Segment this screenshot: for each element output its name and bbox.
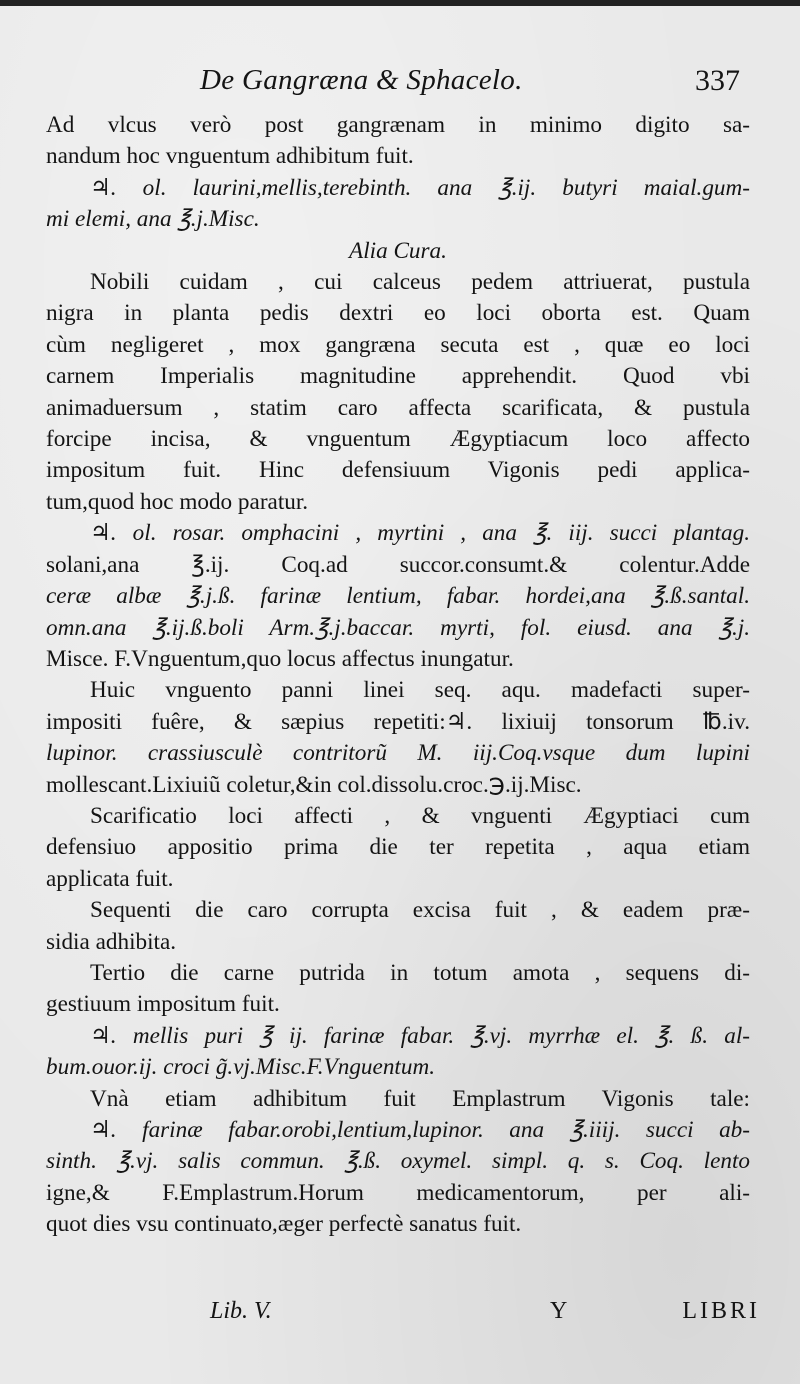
text-line: quot dies vsu continuato,æger perfectè sanatus fuit. bbox=[46, 1211, 522, 1238]
text-line: forcipe incisa, & vnguentum Ægyptiacum loco affecto bbox=[46, 426, 750, 453]
text-line: nandum hoc vnguentum adhibitum fuit. bbox=[46, 143, 414, 170]
catchword: LIBRI bbox=[682, 1298, 760, 1324]
text-line: cùm negligeret , mox gangræna secuta est , quæ eo loci bbox=[46, 331, 750, 358]
text-line: ceræ albæ ℥.j.ß. farinæ lentium, fabar. hordei,ana ℥.ß.santal. bbox=[46, 583, 750, 610]
text-line: ♃. mellis puri ℥ ij. farinæ fabar. ℥.vj. myrrhæ el. ℥. ß. al- bbox=[90, 1022, 750, 1049]
text-line: sidia adhibita. bbox=[46, 928, 177, 955]
text-line: gestiuum impositum fuit. bbox=[46, 991, 280, 1018]
text-line: defensiuo appositio prima die ter repetita , aqua etiam bbox=[46, 834, 750, 861]
text-line: ♃. farinæ fabar.orobi,lentium,lupinor. ana ℥.iiij. succi ab- bbox=[90, 1117, 750, 1143]
text-line: lupinor. crassiusculè contritorũ M. iij.Coq.vsque dum lupini bbox=[46, 740, 750, 767]
text-line: bum.ouor.ij. croci g̃.vj.Misc.F.Vnguentum. bbox=[46, 1054, 435, 1081]
text-line: Nobili cuidam , cui calceus pedem attriuerat, pustula bbox=[90, 269, 750, 296]
text-line: Misce. F.Vnguentum,quo locus affectus inungatur. bbox=[46, 645, 514, 672]
running-title: De Gangræna & Sphacelo. bbox=[200, 64, 523, 96]
page-footer bbox=[210, 1298, 760, 1338]
text-line: ♃. ol. rosar. omphacini , myrtini , ana ℥. iij. succi plantag. bbox=[90, 520, 750, 547]
text-line: impositi fuêre, & sæpius repetiti:♃. lixiuij tonsorum ℔.iv. bbox=[46, 708, 750, 735]
text-line: Huic vnguento panni linei seq. aqu. madefacti super- bbox=[90, 677, 750, 704]
text-line: mi elemi, ana ℥.j.Misc. bbox=[46, 206, 260, 233]
page-header bbox=[200, 64, 740, 104]
text-line: Alia Cura. bbox=[349, 237, 447, 264]
text-line: Scarificatio loci affecti , & vnguenti Ægyptiaci cum bbox=[90, 802, 750, 829]
text-line: applicata fuit. bbox=[46, 865, 174, 892]
page-body bbox=[46, 110, 750, 1241]
signature-label: Lib. V. bbox=[210, 1298, 272, 1324]
text-line: mollescant.Lixiuiũ coletur,&in col.dissolu.croc.℈.ij.Misc. bbox=[46, 771, 582, 798]
text-line: ♃. ol. laurini,mellis,terebinth. ana ℥.ij. butyri maial.gum- bbox=[90, 174, 750, 201]
text-line: tum,quod hoc modo paratur. bbox=[46, 488, 309, 515]
text-line: impositum fuit. Hinc defensiuum Vigonis pedi applica- bbox=[46, 457, 750, 484]
text-line: solani,ana ℥.ij. Coq.ad succor.consumt.& colentur.Adde bbox=[46, 551, 750, 578]
text-line: Ad vlcus verò post gangrænam in minimo digito sa- bbox=[46, 112, 750, 138]
signature-mark: Y bbox=[550, 1298, 569, 1324]
text-line: sinth. ℥.vj. salis commun. ℥.ß. oxymel. simpl. q. s. Coq. lento bbox=[46, 1148, 750, 1175]
text-line: Tertio die carne putrida in totum amota , sequens di- bbox=[90, 959, 750, 986]
text-line: Vnà etiam adhibitum fuit Emplastrum Vigonis tale: bbox=[90, 1085, 750, 1112]
text-line: igne,& F.Emplastrum.Horum medicamentorum, per ali- bbox=[46, 1179, 750, 1206]
text-line: omn.ana ℥.ij.ß.boli Arm.℥.j.baccar. myrti, fol. eiusd. ana ℥.j. bbox=[46, 614, 750, 641]
page-number: 337 bbox=[695, 64, 740, 97]
text-line: carnem Imperialis magnitudine apprehendit. Quod vbi bbox=[46, 363, 750, 390]
text-line: animaduersum , statim caro affecta scarificata, & pustula bbox=[46, 394, 750, 421]
text-line: Sequenti die caro corrupta excisa fuit , & eadem præ- bbox=[90, 897, 750, 924]
text-line: nigra in planta pedis dextri eo loci oborta est. Quam bbox=[46, 300, 750, 327]
